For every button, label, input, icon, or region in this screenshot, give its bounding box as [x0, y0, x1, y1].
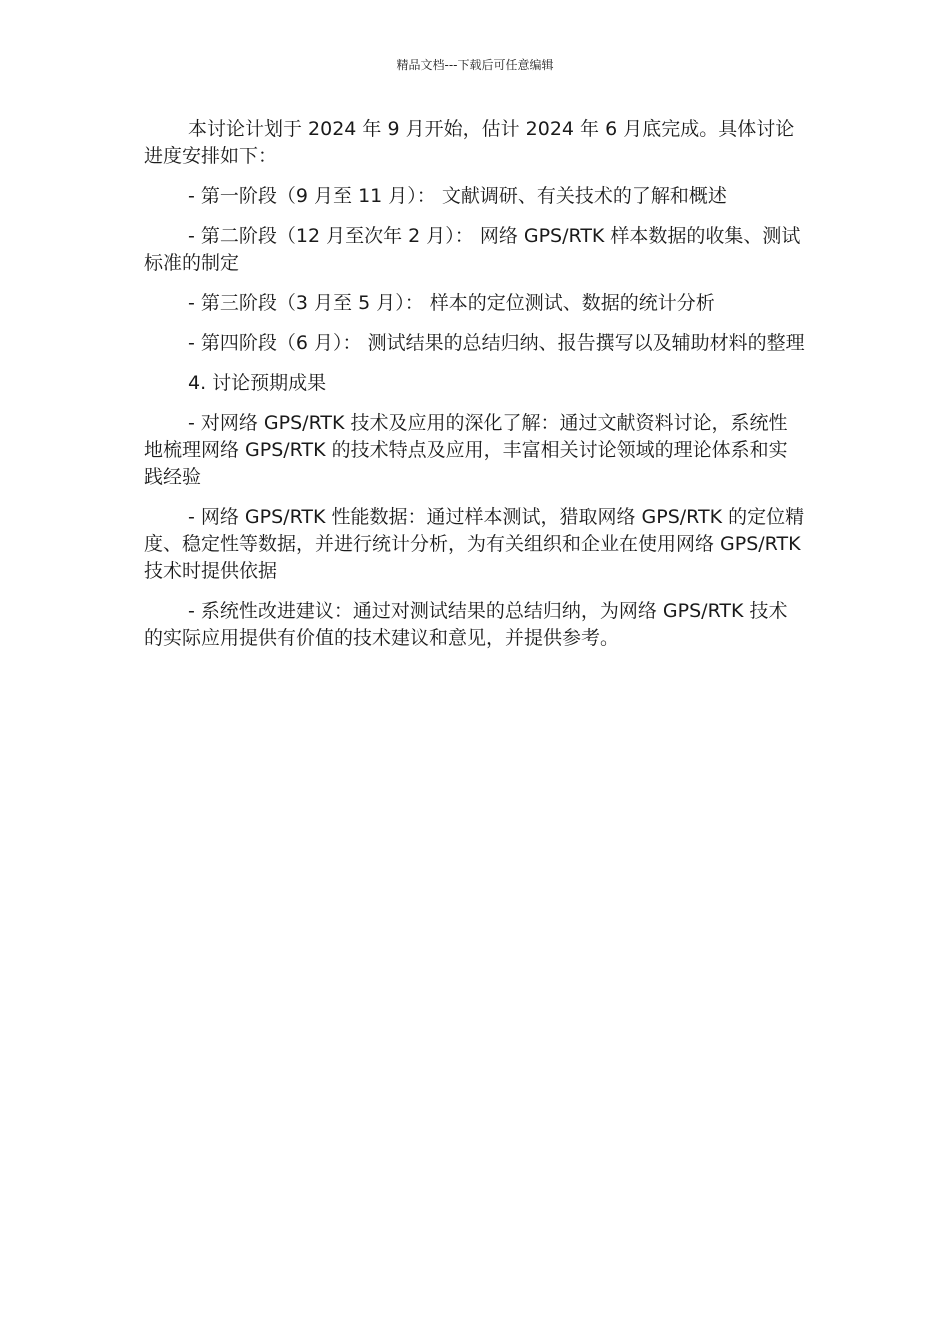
page-header: 精品文档---下载后可任意编辑	[396, 58, 554, 72]
paragraph-result-suggestions: - 系统性改进建议：通过对测试结果的总结归纳，为网络 GPS/RTK 技术的实际应用提供有价值的技术建议和意见，并提供参考。	[144, 600, 788, 649]
document-body	[144, 116, 806, 665]
paragraph-phase-2: - 第二阶段（12 月至次年 2 月）： 网络 GPS/RTK 样本数据的收集、测试标准的制定	[144, 225, 801, 274]
paragraph-result-performance-data: - 网络 GPS/RTK 性能数据：通过样本测试，猎取网络 GPS/RTK 的定位精度、稳定性等数据，并进行统计分析，为有关组织和企业在使用网络 GPS/RTK 技术时提供依据	[144, 506, 805, 582]
paragraph-phase-3: - 第三阶段（3 月至 5 月）： 样本的定位测试、数据的统计分析	[188, 292, 715, 314]
paragraph-result-understanding: - 对网络 GPS/RTK 技术及应用的深化了解：通过文献资料讨论，系统性地梳理网络 GPS/RTK 的技术特点及应用，丰富相关讨论领域的理论体系和实践经验	[144, 412, 788, 488]
paragraph-phase-4: - 第四阶段（6 月）： 测试结果的总结归纳、报告撰写以及辅助材料的整理	[188, 332, 805, 354]
paragraph-schedule-intro: 本讨论计划于 2024 年 9 月开始，估计 2024 年 6 月底完成。具体讨论进度安排如下：	[144, 118, 795, 167]
paragraph-phase-1: - 第一阶段（9 月至 11 月）： 文献调研、有关技术的了解和概述	[188, 185, 727, 207]
section-heading-expected-results: 4. 讨论预期成果	[188, 372, 327, 394]
